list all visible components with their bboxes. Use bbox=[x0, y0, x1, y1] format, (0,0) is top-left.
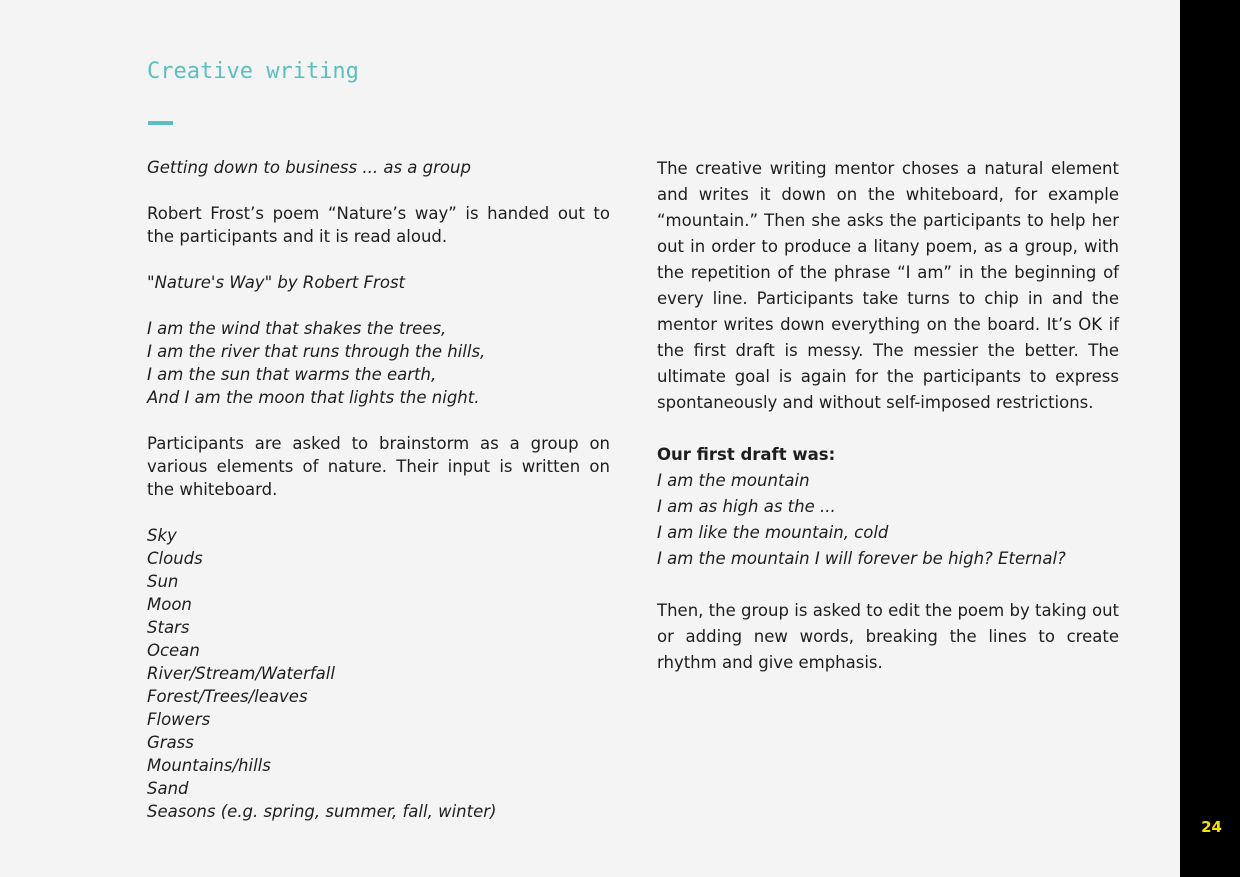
page-number: 24 bbox=[1201, 818, 1222, 836]
poem-line: I am the wind that shakes the trees, bbox=[147, 319, 447, 338]
draft-line: I am the mountain I will forever be high? Eternal? bbox=[657, 549, 1066, 568]
list-item: Forest/Trees/leaves bbox=[147, 687, 308, 706]
draft-line: I am like the mountain, cold bbox=[657, 523, 889, 542]
draft-poem bbox=[657, 468, 1119, 572]
paragraph-edit: Then, the group is asked to edit the poem by taking out or adding new words, breaking the lines to create rhythm and give emphasis. bbox=[657, 601, 1119, 672]
list-item: Stars bbox=[147, 618, 190, 637]
draft-heading: Our first draft was: bbox=[657, 445, 836, 464]
draft-line: I am the mountain bbox=[657, 471, 810, 490]
sidebar-bar bbox=[1180, 0, 1240, 877]
poem-title: "Nature's Way" by Robert Frost bbox=[147, 273, 406, 292]
list-item: Flowers bbox=[147, 710, 211, 729]
left-column bbox=[147, 156, 610, 823]
list-item: Grass bbox=[147, 733, 194, 752]
list-item: Mountains/hills bbox=[147, 756, 271, 775]
paragraph-poem-handout: Robert Frost’s poem “Nature’s way” is handed out to the participants and it is read aloud. bbox=[147, 204, 610, 246]
paragraph-mentor: The creative writing mentor choses a natural element and writes it down on the whiteboard, for example “mountain.” Then she asks the participants to help her out in order to produce a litany poem, as a group, with the repetition of the phrase “I am” in the beginning of every line. Participants take turns to chip in and the mentor writes down everything on the board. It’s OK if the first draft is messy. The messier the better. The ultimate goal is again for the participants to express spontaneously and without self-imposed restrictions. bbox=[657, 159, 1119, 412]
elements-list bbox=[147, 524, 610, 823]
intro-text: Getting down to business ... as a group bbox=[147, 158, 471, 177]
draft-line: I am as high as the ... bbox=[657, 497, 836, 516]
list-item: Seasons (e.g. spring, summer, fall, winter) bbox=[147, 802, 497, 821]
poem bbox=[147, 317, 610, 409]
list-item: Moon bbox=[147, 595, 192, 614]
list-item: Ocean bbox=[147, 641, 200, 660]
list-item: Sky bbox=[147, 526, 177, 545]
title-underline bbox=[148, 121, 173, 125]
poem-line: I am the river that runs through the hills, bbox=[147, 342, 486, 361]
poem-line: And I am the moon that lights the night. bbox=[147, 388, 480, 407]
list-item: River/Stream/Waterfall bbox=[147, 664, 335, 683]
page-title: Creative writing bbox=[147, 59, 359, 84]
list-item: Sand bbox=[147, 779, 189, 798]
poem-line: I am the sun that warms the earth, bbox=[147, 365, 437, 384]
paragraph-brainstorm: Participants are asked to brainstorm as a group on various elements of nature. Their input is written on the whiteboard. bbox=[147, 434, 610, 499]
right-column bbox=[657, 156, 1119, 676]
list-item: Clouds bbox=[147, 549, 203, 568]
list-item: Sun bbox=[147, 572, 179, 591]
